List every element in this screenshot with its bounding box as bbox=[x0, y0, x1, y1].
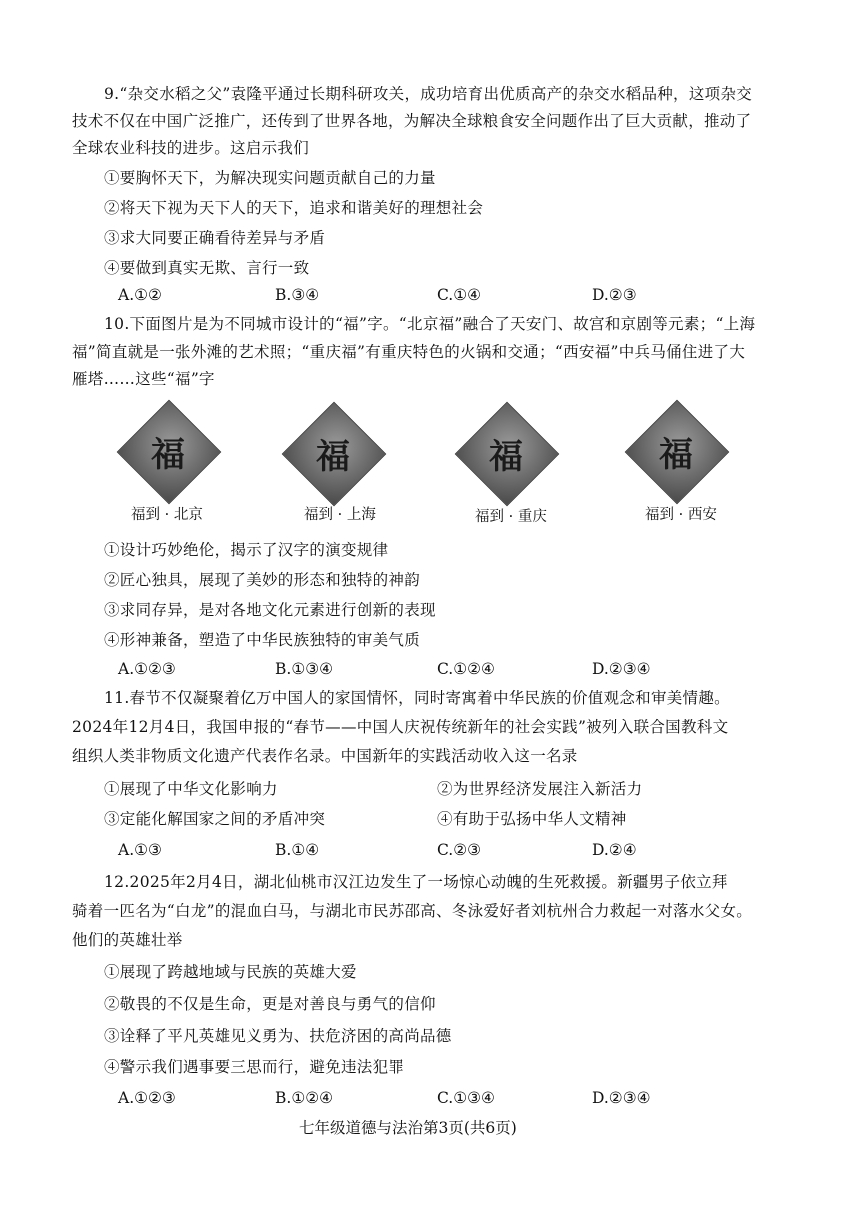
q11-option-d: D.②④ bbox=[592, 841, 637, 859]
q9-stem-line-1: 9.“杂交水稻之父”袁隆平通过长期科研攻关，成功培育出优质高产的杂交水稻品种，这项杂交 bbox=[104, 85, 753, 103]
q11-option-c: C.②③ bbox=[437, 841, 482, 859]
q9-option-c: C.①④ bbox=[437, 286, 482, 304]
q9-option-a: A.①② bbox=[118, 286, 162, 304]
q11-item-3: ③定能化解国家之间的矛盾冲突 bbox=[104, 810, 326, 828]
q12-item-2: ②敬畏的不仅是生命，更是对善良与勇气的信仰 bbox=[104, 995, 436, 1013]
q9-stem-line-2: 技术不仅在中国广泛推广，还传到了世界各地，为解决全球粮食安全问题作出了巨大贡献，推动了 bbox=[72, 112, 752, 130]
q10-item-1: ①设计巧妙绝伦，揭示了汉字的演变规律 bbox=[104, 541, 389, 559]
q12-item-1: ①展现了跨越地域与民族的英雄大爱 bbox=[104, 963, 357, 981]
q11-option-b: B.①④ bbox=[275, 841, 320, 859]
fu-caption-shanghai: 福到 · 上海 bbox=[304, 507, 376, 523]
q11-stem-line-1: 11.春节不仅凝聚着亿万中国人的家国情怀，同时寄寓着中华民族的价值观念和审美情趣。 bbox=[104, 689, 730, 707]
q9-item-1: ①要胸怀天下，为解决现实问题贡献自己的力量 bbox=[104, 169, 436, 187]
q9-item-4: ④要做到真实无欺、言行一致 bbox=[104, 259, 310, 277]
q9-item-2: ②将天下视为天下人的天下，追求和谐美好的理想社会 bbox=[104, 199, 484, 217]
q10-stem-line-3: 雁塔……这些“福”字 bbox=[72, 370, 215, 388]
q11-item-1: ①展现了中华文化影响力 bbox=[104, 780, 278, 798]
fu-glyph: 福 bbox=[316, 436, 350, 477]
fu-glyph: 福 bbox=[489, 436, 523, 477]
q10-option-b: B.①③④ bbox=[275, 660, 334, 678]
q12-option-d: D.②③④ bbox=[592, 1089, 651, 1107]
fu-caption-xian: 福到 · 西安 bbox=[645, 507, 717, 523]
fu-image-shanghai bbox=[285, 405, 381, 501]
fu-image-beijing bbox=[120, 403, 216, 499]
q10-stem-line-1: 10.下面图片是为不同城市设计的“福”字。“北京福”融合了天安门、故宫和京剧等元素；“上海 bbox=[104, 315, 756, 333]
q12-stem-line-1: 12.2025年2月4日，湖北仙桃市汉江边发生了一场惊心动魄的生死救援。新疆男子依立拜 bbox=[104, 873, 728, 891]
q10-option-c: C.①②④ bbox=[437, 660, 495, 678]
q9-item-3: ③求大同要正确看待差异与矛盾 bbox=[104, 229, 326, 247]
q10-option-a: A.①②③ bbox=[118, 660, 176, 678]
q9-stem-line-3: 全球农业科技的进步。这启示我们 bbox=[72, 139, 310, 157]
q12-stem-line-2: 骑着一匹名为“白龙”的混血白马，与湖北市民苏邵高、冬泳爱好者刘杭州合力救起一对落水父女。 bbox=[72, 902, 753, 920]
q12-item-4: ④警示我们遇事要三思而行，避免违法犯罪 bbox=[104, 1058, 405, 1076]
fu-glyph: 福 bbox=[659, 434, 693, 475]
q11-stem-line-3: 组织人类非物质文化遗产代表作名录。中国新年的实践活动收入这一名录 bbox=[72, 747, 578, 765]
q12-option-b: B.①②④ bbox=[275, 1089, 334, 1107]
q10-item-3: ③求同存异，是对各地文化元素进行创新的表现 bbox=[104, 601, 436, 619]
fu-image-xian bbox=[628, 403, 724, 499]
fu-image-chongqing bbox=[458, 405, 554, 501]
q12-stem-line-3: 他们的英雄壮举 bbox=[72, 931, 183, 949]
q11-option-a: A.①③ bbox=[118, 841, 162, 859]
q11-stem-line-2: 2024年12月4日，我国申报的“春节——中国人庆祝传统新年的社会实践”被列入联合国教科文 bbox=[72, 718, 729, 736]
q11-item-2: ②为世界经济发展注入新活力 bbox=[437, 780, 643, 798]
fu-caption-chongqing: 福到 · 重庆 bbox=[475, 509, 547, 525]
fu-caption-beijing: 福到 · 北京 bbox=[131, 507, 203, 523]
q10-stem-line-2: 福”简直就是一张外滩的艺术照；“重庆福”有重庆特色的火锅和交通；“西安福”中兵马俑住进了大 bbox=[72, 343, 746, 361]
q12-item-3: ③诠释了平凡英雄见义勇为、扶危济困的高尚品德 bbox=[104, 1027, 452, 1045]
q10-item-2: ②匠心独具，展现了美妙的形态和独特的神韵 bbox=[104, 571, 421, 589]
q11-item-4: ④有助于弘扬中华人文精神 bbox=[437, 810, 627, 828]
q10-option-d: D.②③④ bbox=[592, 660, 651, 678]
q12-option-a: A.①②③ bbox=[118, 1089, 176, 1107]
q12-option-c: C.①③④ bbox=[437, 1089, 495, 1107]
q10-item-4: ④形神兼备，塑造了中华民族独特的审美气质 bbox=[104, 631, 421, 649]
page-footer: 七年级道德与法治第3页(共6页) bbox=[299, 1119, 517, 1137]
q9-option-b: B.③④ bbox=[275, 286, 320, 304]
fu-glyph: 福 bbox=[151, 434, 185, 475]
q9-option-d: D.②③ bbox=[592, 286, 637, 304]
